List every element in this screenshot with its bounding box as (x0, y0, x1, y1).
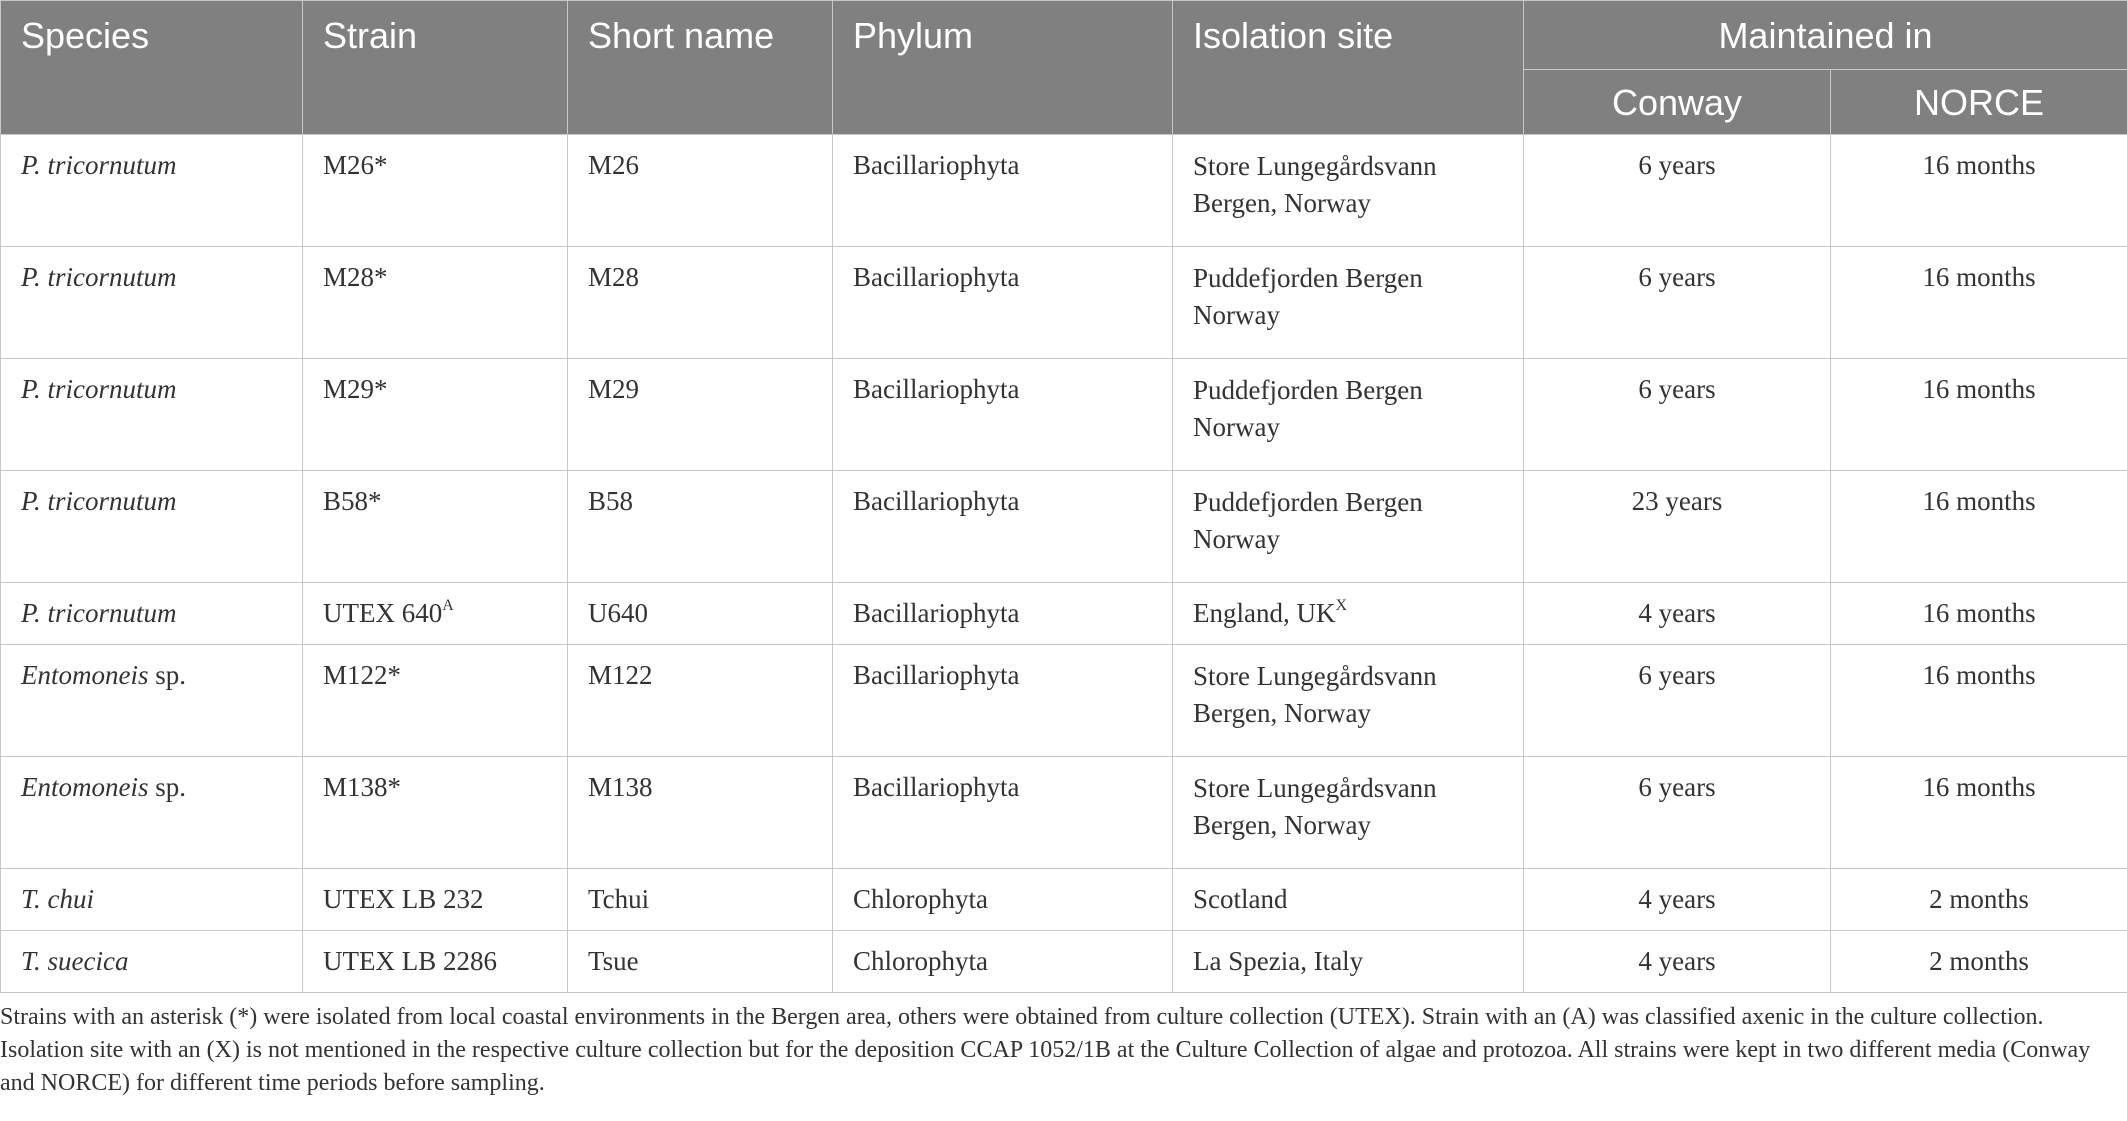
isolation-site-line2: Norway (1193, 300, 1280, 330)
strain-name: M29* (323, 374, 388, 404)
isolation-site-line1: England, UK (1193, 598, 1336, 628)
cell-conway: 6 years (1524, 359, 1831, 471)
species-name: P. tricornutum (21, 262, 177, 292)
species-name: P. tricornutum (21, 598, 177, 628)
cell-phylum: Bacillariophyta (833, 583, 1173, 645)
cell-strain (303, 757, 568, 869)
isolation-site-line1: Puddefjorden Bergen (1193, 487, 1423, 517)
cell-isolation-site (1173, 757, 1524, 869)
isolation-site-line1: Scotland (1193, 884, 1288, 914)
cell-species (1, 247, 303, 359)
cell-species (1, 757, 303, 869)
cell-strain (303, 359, 568, 471)
cell-short-name: M29 (568, 359, 833, 471)
cell-short-name: M138 (568, 757, 833, 869)
species-name: T. suecica (21, 946, 129, 976)
cell-short-name: Tchui (568, 869, 833, 931)
cell-short-name: U640 (568, 583, 833, 645)
header-strain: Strain (303, 1, 568, 135)
cell-norce: 16 months (1831, 359, 2127, 471)
cell-species (1, 583, 303, 645)
cell-short-name: M26 (568, 135, 833, 247)
isolation-site-line1: Store Lungegårdsvann (1193, 661, 1437, 691)
cell-isolation-site (1173, 135, 1524, 247)
cell-phylum: Bacillariophyta (833, 471, 1173, 583)
cell-conway: 6 years (1524, 757, 1831, 869)
table-row (1, 247, 2127, 359)
isolation-site-line2-wrap (1193, 801, 1503, 850)
species-name: P. tricornutum (21, 374, 177, 404)
species-suffix: sp. (148, 660, 187, 690)
cell-phylum: Chlorophyta (833, 931, 1173, 993)
header-short-name: Short name (568, 1, 833, 135)
species-name: T. chui (21, 884, 94, 914)
isolation-site-line1: Puddefjorden Bergen (1193, 263, 1423, 293)
table-row (1, 869, 2127, 931)
table-row (1, 931, 2127, 993)
cell-strain (303, 583, 568, 645)
header-isolation-site: Isolation site (1173, 1, 1524, 135)
strain-name: UTEX 640 (323, 598, 443, 628)
strain-superscript: A (442, 597, 454, 614)
cell-short-name: M122 (568, 645, 833, 757)
cell-phylum: Bacillariophyta (833, 757, 1173, 869)
cell-phylum: Bacillariophyta (833, 645, 1173, 757)
strain-name: UTEX LB 2286 (323, 946, 497, 976)
strain-name: M122* (323, 660, 402, 690)
cell-species (1, 931, 303, 993)
isolation-site-line2: Bergen, Norway (1193, 810, 1371, 840)
cell-strain (303, 471, 568, 583)
cell-norce: 2 months (1831, 931, 2127, 993)
table-row (1, 471, 2127, 583)
cell-isolation-site (1173, 645, 1524, 757)
cell-conway: 4 years (1524, 869, 1831, 931)
cell-phylum: Bacillariophyta (833, 247, 1173, 359)
cell-norce: 16 months (1831, 471, 2127, 583)
isolation-site-line2-wrap (1193, 689, 1503, 738)
cell-isolation-site (1173, 931, 1524, 993)
cell-strain (303, 645, 568, 757)
cell-norce: 16 months (1831, 583, 2127, 645)
header-norce: NORCE (1831, 70, 2127, 135)
cell-strain (303, 135, 568, 247)
cell-short-name: Tsue (568, 931, 833, 993)
cell-isolation-site (1173, 583, 1524, 645)
isolation-site-line1: La Spezia, Italy (1193, 946, 1364, 976)
table-footnote: Strains with an asterisk (*) were isolated from local coastal environments in the Bergen area, others were obtained from culture collection (UTEX). Strain with an (A) was classified axenic in the culture collection. Isolation site with an (X) is not mentioned in the respective culture collection but for the deposition CCAP 1052/1B at the Culture Collection of algae and protozoa. All strains were kept in two different media (Conway and NORCE) for different time periods before sampling. (0, 1004, 2091, 1096)
strain-name: M28* (323, 262, 388, 292)
table-row (1, 359, 2127, 471)
cell-species (1, 869, 303, 931)
cell-strain (303, 247, 568, 359)
cell-isolation-site (1173, 247, 1524, 359)
cell-short-name: B58 (568, 471, 833, 583)
isolation-site-line1: Store Lungegårdsvann (1193, 151, 1437, 181)
isolation-site-line2-wrap (1193, 179, 1503, 228)
species-name: Entomoneis (21, 660, 149, 690)
cell-conway: 23 years (1524, 471, 1831, 583)
cell-short-name: M28 (568, 247, 833, 359)
table-row (1, 135, 2127, 247)
species-name: P. tricornutum (21, 150, 177, 180)
cell-strain (303, 869, 568, 931)
strain-name: M138* (323, 772, 402, 802)
cell-phylum: Bacillariophyta (833, 359, 1173, 471)
cell-conway: 6 years (1524, 135, 1831, 247)
isolation-site-line2: Norway (1193, 524, 1280, 554)
species-suffix: sp. (148, 772, 187, 802)
isolation-site-line2: Norway (1193, 412, 1280, 442)
strain-name: M26* (323, 150, 388, 180)
header-maintained-in: Maintained in (1524, 1, 2127, 70)
strain-name: B58* (323, 486, 382, 516)
cell-species (1, 471, 303, 583)
isolation-site-line2: Bergen, Norway (1193, 188, 1371, 218)
table-row (1, 645, 2127, 757)
isolation-site-line2: Bergen, Norway (1193, 698, 1371, 728)
header-conway: Conway (1524, 70, 1831, 135)
cell-phylum: Chlorophyta (833, 869, 1173, 931)
cell-norce: 2 months (1831, 869, 2127, 931)
header-phylum: Phylum (833, 1, 1173, 135)
cell-conway: 6 years (1524, 247, 1831, 359)
cell-strain (303, 931, 568, 993)
isolation-site-line1: Puddefjorden Bergen (1193, 375, 1423, 405)
species-name: P. tricornutum (21, 486, 177, 516)
cell-norce: 16 months (1831, 645, 2127, 757)
strain-name: UTEX LB 232 (323, 884, 484, 914)
cell-norce: 16 months (1831, 135, 2127, 247)
cell-conway: 4 years (1524, 931, 1831, 993)
cell-isolation-site (1173, 359, 1524, 471)
cell-species (1, 135, 303, 247)
isolation-site-line1: Store Lungegårdsvann (1193, 773, 1437, 803)
cell-isolation-site (1173, 869, 1524, 931)
table-row (1, 757, 2127, 869)
cell-norce: 16 months (1831, 247, 2127, 359)
isolation-site-superscript: X (1335, 597, 1348, 614)
cell-norce: 16 months (1831, 757, 2127, 869)
cell-species (1, 645, 303, 757)
cell-conway: 6 years (1524, 645, 1831, 757)
table-body (1, 135, 2127, 993)
cell-species (1, 359, 303, 471)
table-header (1, 1, 2127, 135)
header-species: Species (1, 1, 303, 135)
cell-phylum: Bacillariophyta (833, 135, 1173, 247)
species-name: Entomoneis (21, 772, 149, 802)
table-row (1, 583, 2127, 645)
cell-isolation-site (1173, 471, 1524, 583)
cell-conway: 4 years (1524, 583, 1831, 645)
